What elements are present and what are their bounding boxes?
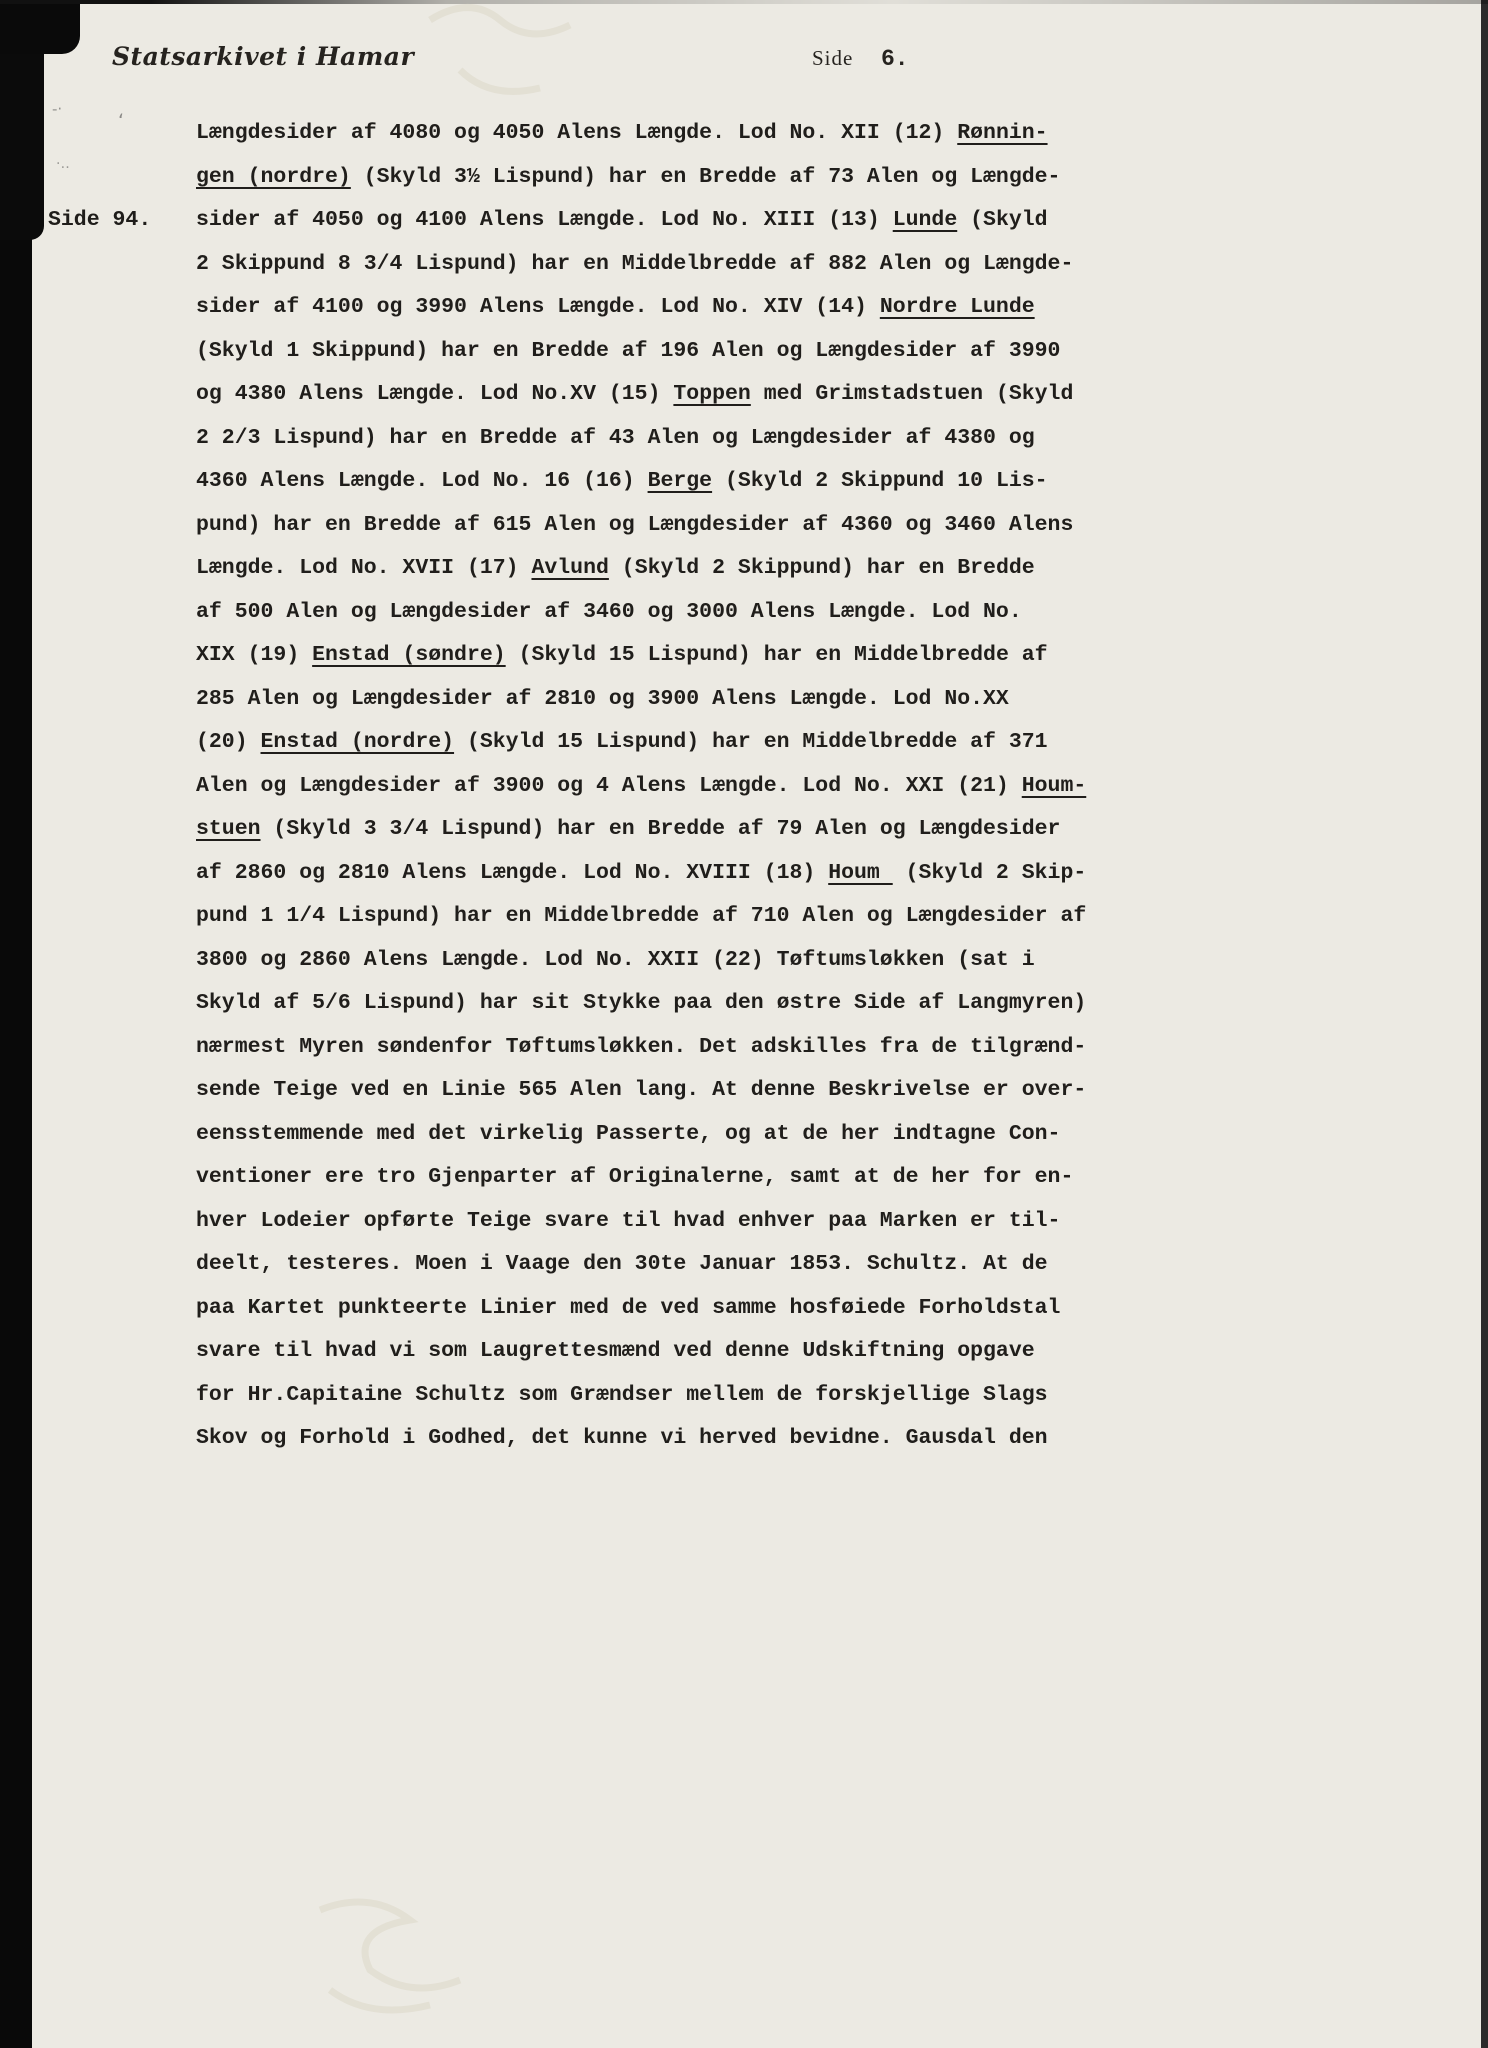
text-segment: sider af 4100 og 3990 Alens Længde. Lod No. XIV (14) bbox=[196, 295, 880, 319]
text-segment: sende Teige ved en Linie 565 Alen lang. At denne Beskrivelse er over- bbox=[196, 1078, 1087, 1102]
scan-edge-corner bbox=[0, 0, 80, 54]
text-line bbox=[196, 678, 1196, 722]
text-line bbox=[196, 199, 1196, 243]
text-line bbox=[196, 417, 1196, 461]
underlined-text: Nordre Lunde bbox=[879, 295, 1035, 319]
text-line bbox=[196, 1287, 1196, 1331]
text-line bbox=[196, 1330, 1196, 1374]
text-line bbox=[196, 808, 1196, 852]
page-number-value: 6. bbox=[880, 46, 909, 72]
underlined-text: Enstad (nordre) bbox=[260, 730, 455, 754]
text-segment: af 2860 og 2810 Alens Længde. Lod No. XVIII (18) bbox=[196, 860, 829, 885]
text-segment: nærmest Myren søndenfor Tøftumsløkken. Det adskilles fra de tilgrænd- bbox=[196, 1034, 1087, 1059]
text-line bbox=[196, 1200, 1196, 1244]
text-line bbox=[196, 939, 1196, 983]
pencil-mark: -· bbox=[52, 100, 63, 118]
bleedthrough-mark bbox=[400, 0, 620, 130]
text-line bbox=[196, 1113, 1196, 1157]
text-segment: af 500 Alen og Længdesider af 3460 og 3000 Alens Længde. Lod No. bbox=[196, 599, 1022, 624]
text-segment: (Skyld 15 Lispund) har en Middelbredde af 371 bbox=[454, 730, 1048, 754]
text-segment: 3800 og 2860 Alens Længde. Lod No. XXII (22) Tøftumsløkken (sat i bbox=[196, 947, 1035, 972]
text-segment: pund 1 1/4 Lispund) har en Middelbredde af 710 Alen og Længdesider af bbox=[196, 904, 1087, 928]
text-line bbox=[196, 1069, 1196, 1113]
text-line bbox=[196, 1156, 1196, 1200]
text-line bbox=[196, 721, 1196, 765]
text-segment: Længde. Lod No. XVII (17) bbox=[196, 556, 532, 580]
text-line bbox=[196, 330, 1196, 374]
text-line bbox=[196, 243, 1196, 287]
text-segment: Skov og Forhold i Godhed, det kunne vi herved bevidne. Gausdal den bbox=[196, 1426, 1048, 1450]
pencil-mark: ʻ bbox=[118, 110, 125, 132]
text-line bbox=[196, 1243, 1196, 1287]
bleedthrough-mark bbox=[290, 1880, 490, 2030]
text-segment: Alen og Længdesider af 3900 og 4 Alens Længde. Lod No. XXI (21) bbox=[196, 773, 1022, 798]
text-segment: ventioner ere tro Gjenparter af Originalerne, samt at de her for en- bbox=[196, 1165, 1074, 1189]
pencil-mark: ·‥ bbox=[56, 156, 70, 172]
text-segment: Skyld af 5/6 Lispund) har sit Stykke paa den østre Side af Langmyren) bbox=[196, 991, 1087, 1015]
text-segment: (Skyld 1 Skippund) har en Bredde af 196 Alen og Længdesider af 3990 bbox=[196, 338, 1061, 363]
underlined-text: gen (nordre) bbox=[196, 164, 351, 189]
text-line bbox=[196, 634, 1196, 678]
text-line bbox=[196, 852, 1196, 896]
text-segment: (Skyld 15 Lispund) har en Middelbredde af bbox=[505, 643, 1048, 667]
text-line bbox=[196, 112, 1196, 156]
text-segment: svare til hvad vi som Laugrettesmænd ved denne Udskiftning opgave bbox=[196, 1339, 1035, 1363]
underlined-text: Houm- bbox=[1021, 773, 1087, 798]
text-segment: 2 2/3 Lispund) har en Bredde af 43 Alen og Længdesider af 4380 og bbox=[196, 425, 1035, 450]
underlined-text: Toppen bbox=[673, 382, 751, 406]
text-segment: for Hr.Capitaine Schultz som Grændser mellem de forskjellige Slags bbox=[196, 1382, 1048, 1407]
scan-edge-right bbox=[1481, 0, 1488, 2048]
text-line bbox=[196, 1026, 1196, 1070]
text-segment: (Skyld 2 Skippund 10 Lis- bbox=[712, 469, 1048, 493]
text-line bbox=[196, 1374, 1196, 1418]
text-segment: Længdesider af 4080 og 4050 Alens Længde. Lod No. XII (12) bbox=[196, 121, 958, 145]
text-line bbox=[196, 460, 1196, 504]
text-line bbox=[196, 591, 1196, 635]
underlined-text: Avlund bbox=[531, 556, 609, 580]
text-line bbox=[196, 765, 1196, 809]
document-body bbox=[196, 112, 1196, 1461]
text-line bbox=[196, 156, 1196, 200]
text-segment: sider af 4050 og 4100 Alens Længde. Lod No. XIII (13) bbox=[196, 208, 893, 232]
text-line bbox=[196, 547, 1196, 591]
text-segment: 4360 Alens Længde. Lod No. 16 (16) bbox=[196, 469, 648, 493]
scan-edge-left bbox=[0, 0, 32, 2048]
archive-title: Statsarkivet i Hamar bbox=[112, 42, 415, 71]
text-segment: (20) bbox=[196, 730, 261, 754]
text-segment: hver Lodeier opførte Teige svare til hvad enhver paa Marken er til- bbox=[196, 1208, 1061, 1233]
text-segment: (Skyld 2 Skip- bbox=[892, 860, 1087, 885]
underlined-text: Berge bbox=[647, 469, 713, 493]
page-label: Side bbox=[812, 46, 854, 70]
text-segment: XIX (19) bbox=[196, 643, 313, 667]
text-line bbox=[196, 373, 1196, 417]
text-segment: pund) har en Bredde af 615 Alen og Længdesider af 4360 og 3460 Alens bbox=[196, 512, 1074, 537]
scan-edge-top bbox=[0, 0, 1488, 4]
text-line bbox=[196, 286, 1196, 330]
text-segment: 2 Skippund 8 3/4 Lispund) har en Middelbredde af 882 Alen og Længde- bbox=[196, 251, 1074, 276]
underlined-text: Houm bbox=[828, 860, 893, 885]
text-segment: (Skyld 2 Skippund) har en Bredde bbox=[608, 556, 1035, 580]
page-number-block bbox=[812, 46, 909, 72]
margin-note: Side 94. bbox=[48, 208, 152, 232]
underlined-text: Enstad (søndre) bbox=[312, 643, 506, 667]
text-line bbox=[196, 982, 1196, 1026]
text-line bbox=[196, 504, 1196, 548]
text-segment: paa Kartet punkteerte Linier med de ved samme hosføiede Forholdstal bbox=[196, 1295, 1061, 1320]
underlined-text: Lunde bbox=[892, 208, 958, 232]
text-line bbox=[196, 1417, 1196, 1461]
text-segment: 285 Alen og Længdesider af 2810 og 3900 Alens Længde. Lod No.XX bbox=[196, 686, 1009, 711]
text-segment: (Skyld 3 3/4 Lispund) har en Bredde af 79 Alen og Længdesider bbox=[260, 817, 1061, 841]
text-segment: deelt, testeres. Moen i Vaage den 30te Januar 1853. Schultz. At de bbox=[196, 1252, 1048, 1276]
text-segment: med Grimstadstuen (Skyld bbox=[750, 382, 1074, 406]
text-line bbox=[196, 895, 1196, 939]
text-segment: og 4380 Alens Længde. Lod No.XV (15) bbox=[196, 382, 674, 406]
text-segment: eensstemmende med det virkelig Passerte, og at de her indtagne Con- bbox=[196, 1121, 1061, 1146]
text-segment: (Skyld bbox=[957, 208, 1048, 232]
text-segment: (Skyld 3½ Lispund) har en Bredde af 73 Alen og Længde- bbox=[350, 164, 1061, 189]
underlined-text: Rønnin- bbox=[957, 121, 1048, 145]
underlined-text: stuen bbox=[196, 817, 261, 841]
